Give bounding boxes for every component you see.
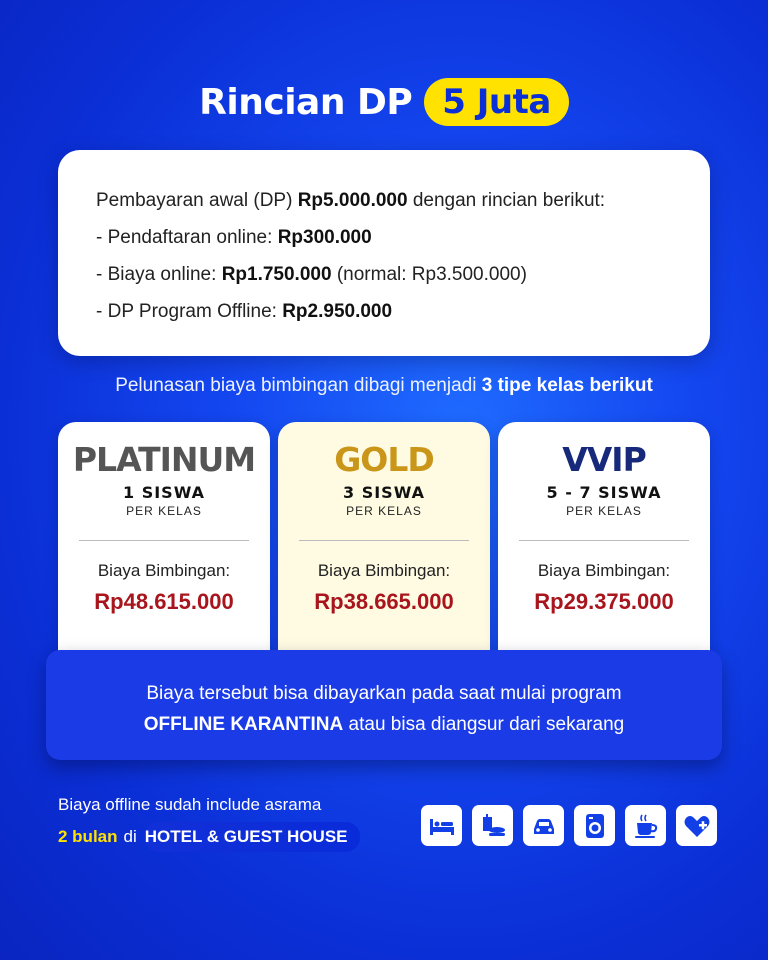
laundry-icon [574,805,615,846]
dp-intro-amount: Rp5.000.000 [297,190,408,211]
dp-item-label: - Biaya online: [96,264,222,285]
payment-note-box [46,650,722,760]
accommodation-row [58,822,360,852]
divider [519,540,689,541]
note-line-2-rest: atau bisa diangsur dari sekarang [343,714,625,735]
tier-name: PLATINUM [72,440,256,479]
title-text: Rincian DP [199,81,413,123]
note-line-2 [46,709,722,740]
dp-item [96,219,672,256]
bed-icon [421,805,462,846]
tier-fee: Rp38.665.000 [314,589,454,614]
tier-per-kelas: PER KELAS [126,504,202,518]
di-text: di [123,827,137,846]
dp-item [96,293,672,330]
dp-intro-post: dengan rincian berikut: [407,190,606,211]
dp-item-amount: Rp1.750.000 [221,264,332,285]
tiers-subtitle [0,375,768,397]
tier-per-kelas: PER KELAS [566,504,642,518]
page-title [0,78,768,126]
tier-card-gold [278,422,490,672]
car-icon [523,805,564,846]
title-badge: 5 Juta [424,78,569,126]
offline-include-text: Biaya offline sudah include asrama [58,795,322,814]
tier-siswa: 1 SISWA [122,483,205,502]
dp-details-card [58,150,710,356]
dp-item [96,256,672,293]
dp-item-amount: Rp2.950.000 [282,301,393,322]
tier-name: VVIP [562,440,646,479]
dp-item-note: (normal: Rp3.500.000) [331,264,527,285]
tier-card-platinum [58,422,270,672]
tier-per-kelas: PER KELAS [346,504,422,518]
dp-intro [96,182,672,219]
dp-item-label: - Pendaftaran online: [96,227,278,248]
tier-fee-label: Biaya Bimbingan: [537,561,671,580]
tier-fee-label: Biaya Bimbingan: [97,561,231,580]
health-icon [676,805,717,846]
tier-siswa: 5 - 7 SISWA [546,483,662,502]
tier-name: GOLD [334,440,434,479]
tier-fee-label: Biaya Bimbingan: [317,561,451,580]
tier-fee: Rp29.375.000 [534,589,674,614]
subtitle-pre: Pelunasan biaya bimbingan dibagi menjadi [115,375,482,396]
dp-intro-pre: Pembayaran awal (DP) [96,190,298,211]
dp-item-amount: Rp300.000 [277,227,372,248]
note-line-2-bold: OFFLINE KARANTINA [143,714,344,735]
tier-siswa: 3 SISWA [342,483,425,502]
divider [299,540,469,541]
tier-card-vvip [498,422,710,672]
food-icon [472,805,513,846]
divider [79,540,249,541]
tier-fee: Rp48.615.000 [94,589,234,614]
facility-icons [421,805,717,846]
note-line-1: Biaya tersebut bisa dibayarkan pada saat mulai program [146,683,622,704]
duration-highlight: 2 bulan [58,827,118,846]
hotel-pill: HOTEL & GUEST HOUSE [145,822,360,852]
dp-item-label: - DP Program Offline: [96,301,283,322]
subtitle-bold: 3 tipe kelas berikut [481,375,653,396]
coffee-icon [625,805,666,846]
